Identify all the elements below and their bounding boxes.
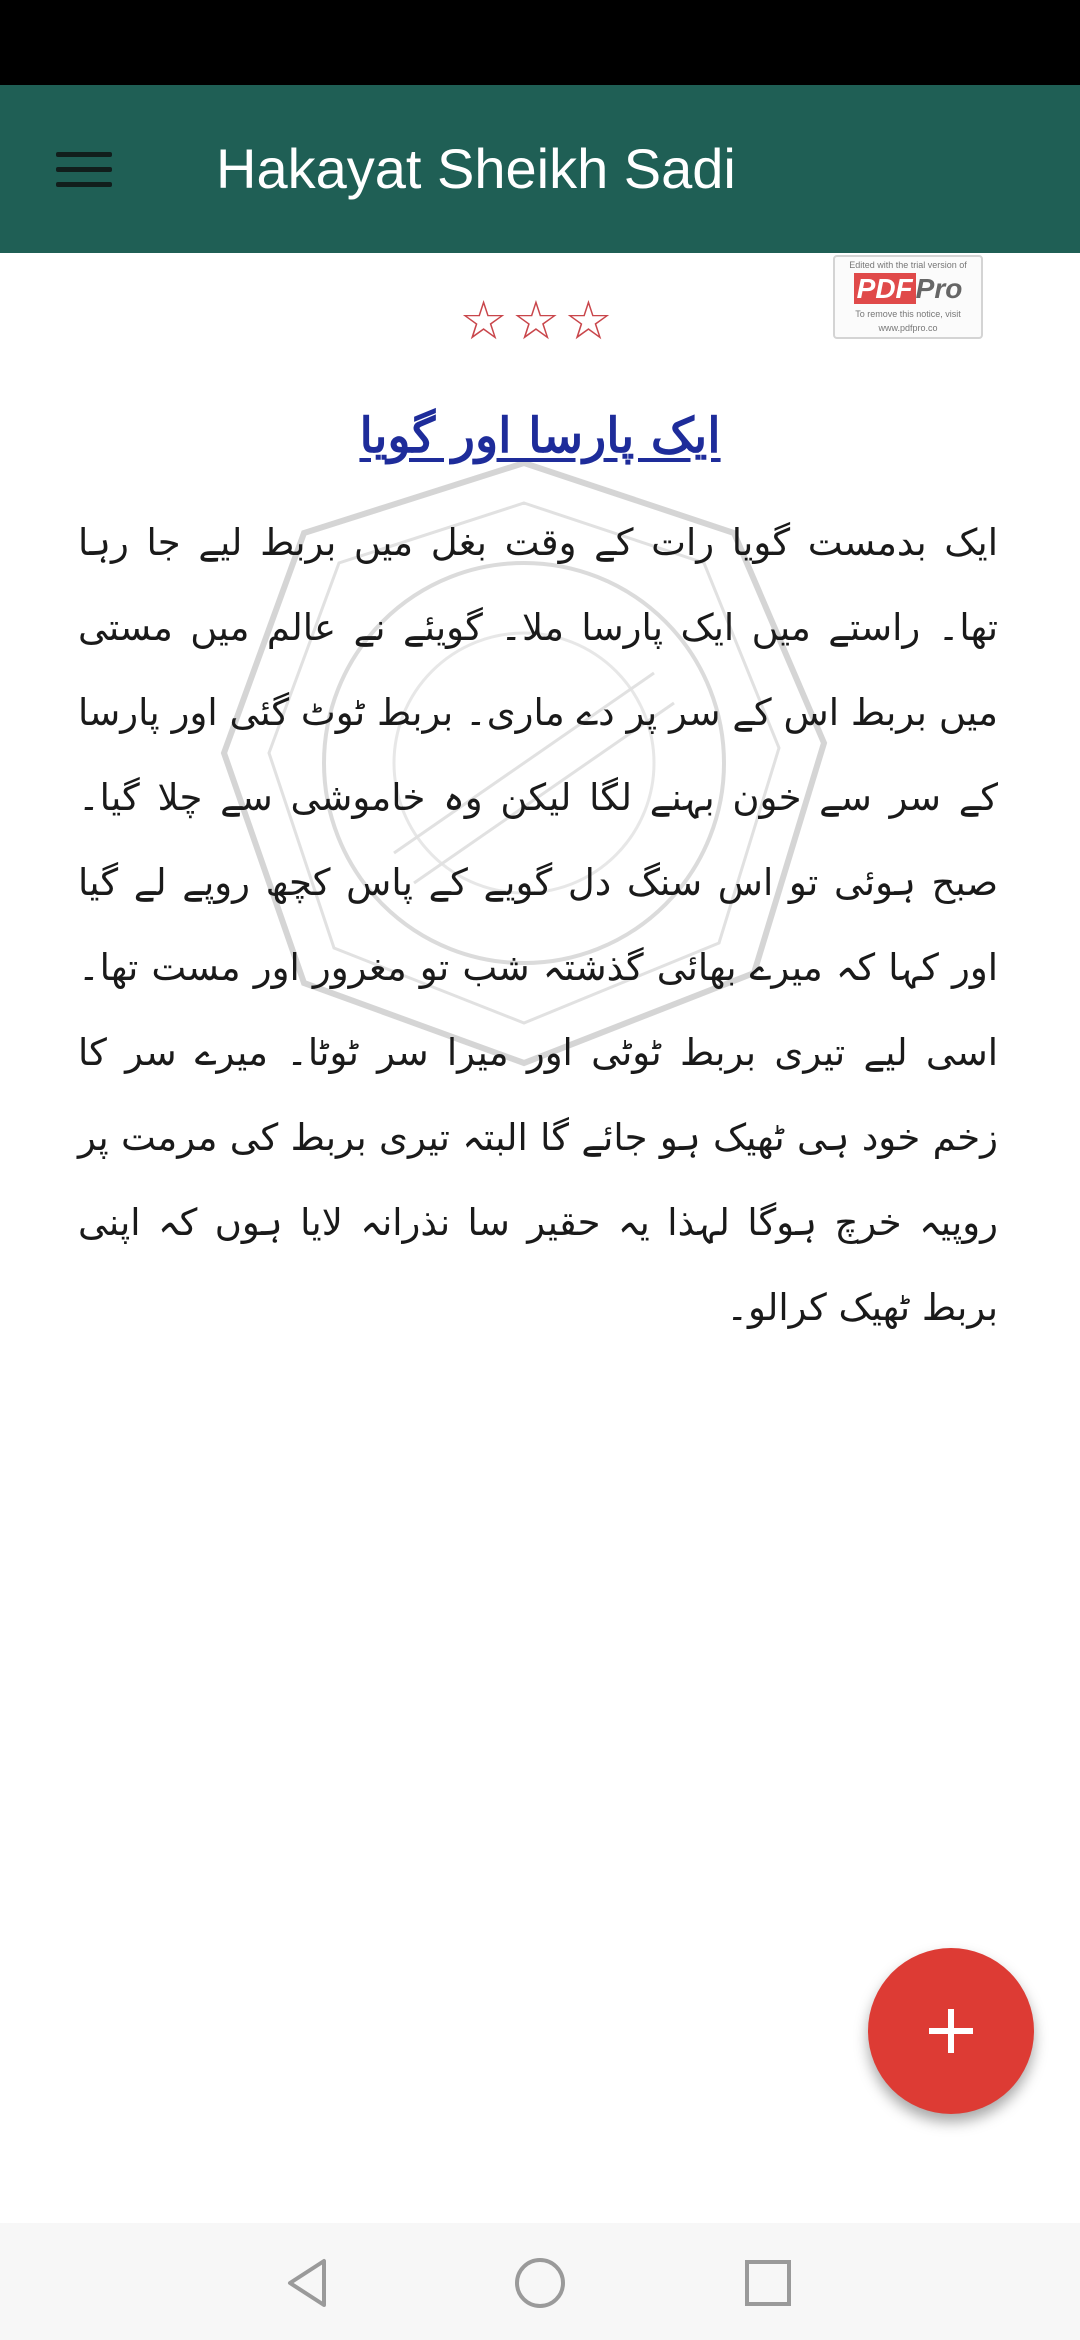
recents-square-icon xyxy=(738,2253,798,2313)
hamburger-menu-icon-bar xyxy=(56,167,112,172)
story-title: ایک پارسا اور گویا xyxy=(359,408,721,464)
story-body: ایک بدمست گویا رات کے وقت بغل میں بربط لیے جا رہا تھا۔ راستے میں ایک پارسا ملا۔ گویئے نے عالم میں مستی میں بربط اس کے سر پر دے ماری۔ بربط ٹوٹ گئی اور پارسا کے سر سے خون بہنے لگا لیکن وہ خاموشی سے چلا گیا۔ صبح ہوئی تو اس سنگ دل گویے کے پاس کچھ روپے لے گیا اور کہا کہ میرے بھائی گذشتہ شب تو مغرور اور مست تھا۔ اسی لیے تیری بربط ٹوٹی اور میرا سر ٹوٹا۔ میرے سر کا زخم خود ہی ٹھیک ہو جائے گا البتہ تیری بربط کی مرمت پر روپیہ خرچ ہوگا لہذا یہ حقیر سا نذرانہ لایا ہوں کہ اپنی بربط ٹھیک کرالو۔ xyxy=(78,521,998,1329)
back-triangle-icon xyxy=(278,2253,338,2313)
nav-back-button[interactable] xyxy=(268,2243,348,2323)
home-circle-icon xyxy=(510,2253,570,2313)
badge-line-1: Edited with the trial version of xyxy=(849,260,967,270)
badge-line-2: To remove this notice, visit xyxy=(855,309,961,319)
pdfpro-watermark-badge xyxy=(833,255,983,339)
hamburger-menu-icon xyxy=(56,152,112,157)
story-content[interactable] xyxy=(0,253,1080,2223)
app-title: Hakayat Sheikh Sadi xyxy=(216,137,736,200)
app-bar xyxy=(0,85,1080,253)
plus-icon xyxy=(921,2001,981,2061)
status-bar xyxy=(0,0,1080,85)
star-ornament: ☆☆☆ xyxy=(459,289,617,352)
pdfpro-logo xyxy=(835,272,981,306)
nav-home-button[interactable] xyxy=(500,2243,580,2323)
pdfpro-logo-pro: Pro xyxy=(915,273,963,304)
menu-button[interactable] xyxy=(40,129,128,209)
system-nav-bar xyxy=(0,2223,1080,2340)
pdfpro-logo-pdf: PDF xyxy=(854,273,916,304)
nav-recents-button[interactable] xyxy=(728,2243,808,2323)
hamburger-menu-icon-bar xyxy=(56,182,112,187)
add-fab-button[interactable] xyxy=(868,1948,1034,2114)
badge-line-3: www.pdfpro.co xyxy=(878,323,938,333)
